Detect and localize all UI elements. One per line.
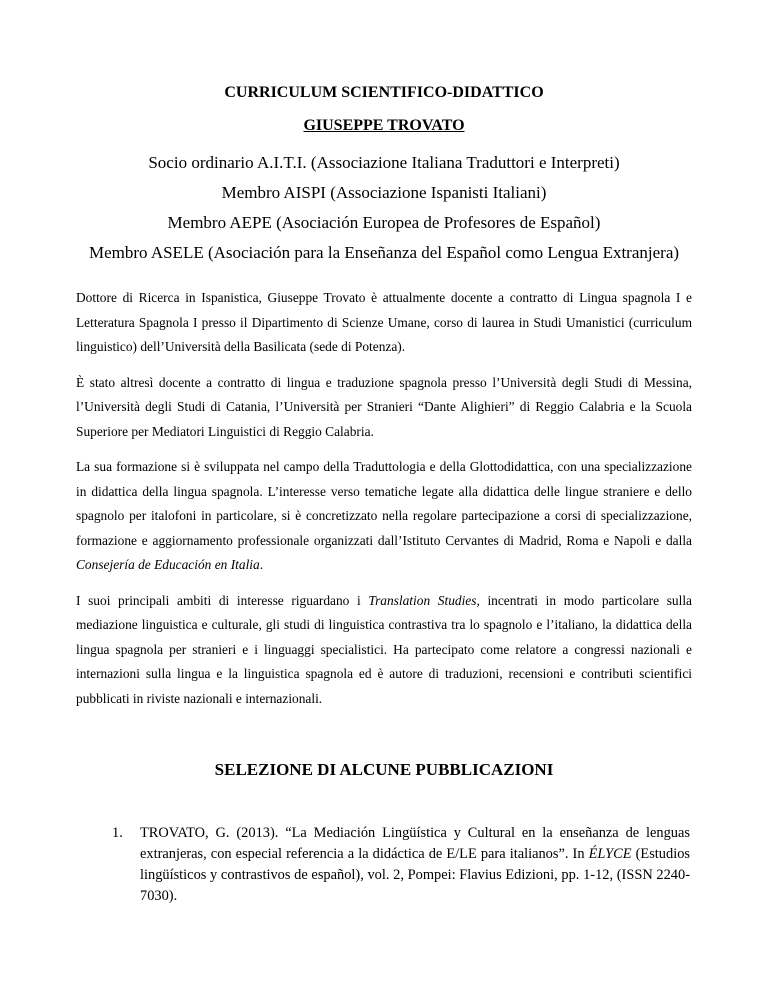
- bio-paragraph: [76, 455, 692, 578]
- bio-paragraph: [76, 589, 692, 712]
- bio-text: La sua formazione si è sviluppata nel campo della Traduttologia e della Glottodidattica, con una specializzazione in didattica della lingua spagnola. L’interesse verso tematiche legate alla didattica delle lingue straniere e dello spagnolo per italofoni in particolare, si è concretizzato nella regolare partecipazione a corsi di specializzazione, formazione e aggiornamento professionale organizzati dall’Istituto Cervantes di Madrid, Roma e Napoli e dalla: [76, 459, 692, 548]
- bio-italic-text: Translation Studies: [368, 592, 477, 608]
- bio-paragraph: È stato altresì docente a contratto di lingua e traduzione spagnola presso l’Università degli Studi di Messina, l’Università degli Studi di Catania, l’Università per Stranieri “Dante Alighieri” di Reggio Calabria e la Scuola Superiore per Mediatori Linguistici di Reggio Calabria.: [76, 374, 692, 439]
- document-title: CURRICULUM SCIENTIFICO-DIDATTICO: [224, 84, 544, 101]
- membership-item: Membro ASELE (Asociación para la Enseñanza del Español como Lengua Extranjera): [88, 243, 680, 262]
- publication-text: (Estudios lingüísticos y contrastivos de español), vol. 2, Pompei: Flavius Edizioni, pp. 1-12, (ISSN 2240-7030).: [140, 846, 690, 904]
- author-name: GIUSEPPE TROVATO: [303, 117, 465, 134]
- publication-item: [112, 823, 690, 907]
- membership-item: Socio ordinario A.I.T.I. (Associazione Italiana Traduttori e Interpreti): [148, 153, 620, 172]
- publication-journal: ÉLYCE: [588, 846, 632, 862]
- membership-item: Membro AISPI (Associazione Ispanisti Italiani): [221, 183, 547, 202]
- bio-paragraph: Dottore di Ricerca in Ispanistica, Giuseppe Trovato è attualmente docente a contratto di Lingua spagnola I e Letteratura Spagnola I presso il Dipartimento di Scienze Umane, corso di laurea in Studi Umanistici (curriculum linguistico) dell’Università della Basilicata (sede di Potenza).: [76, 290, 692, 354]
- membership-list: [40, 148, 728, 268]
- publication-list: [112, 823, 690, 907]
- bio-text: I suoi principali ambiti di interesse riguardano i: [76, 592, 369, 608]
- publications-heading: SELEZIONE DI ALCUNE PUBBLICAZIONI: [214, 760, 554, 779]
- membership-item: Membro AEPE (Asociación Europea de Profesores de Español): [167, 213, 601, 232]
- bio-text: .: [259, 557, 264, 572]
- publication-text: TROVATO, G. (2013). “La Mediación Lingüística y Cultural en la enseñanza de lenguas extranjeras, con especial referencia a la didáctica de E/LE para italianos”. In: [140, 825, 690, 862]
- publication-number: 1.: [112, 825, 123, 841]
- bio-text: , incentrati in modo particolare sulla mediazione linguistica e culturale, gli studi di linguistica contrastiva tra lo spagnolo e l’italiano, la didattica della lingua spagnola per stranieri e i linguaggi specialistici. Ha partecipato come relatore a congressi nazionali e internazioni sulla lingua e la linguistica spagnola ed è autore di traduzioni, recensioni e contributi scientifici pubblicati in riviste nazionali e internazionali.: [76, 592, 693, 706]
- biography: [76, 286, 692, 722]
- bio-italic-text: Consejería de Educación en Italia: [76, 557, 260, 572]
